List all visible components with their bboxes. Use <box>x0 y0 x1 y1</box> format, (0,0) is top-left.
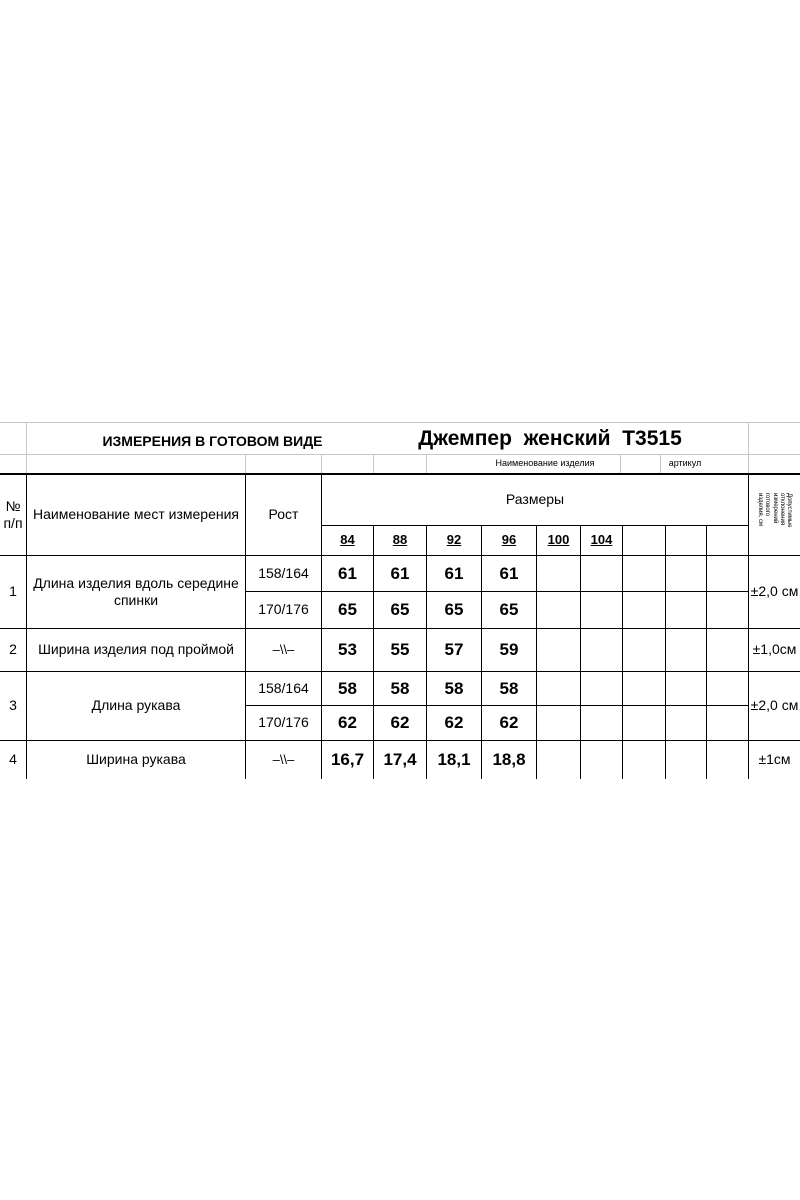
row-2-value-96: 59 <box>499 640 519 660</box>
size-header-100: 100 <box>547 532 570 548</box>
row-2-tolerance: ±1,0см <box>752 641 797 658</box>
column-header-num: № п/п <box>3 497 23 531</box>
article-label: артикул <box>668 458 702 469</box>
row-3b-value-84: 62 <box>338 713 357 733</box>
row-1-name: Длина изделия вдоль середине спинки <box>33 574 239 608</box>
column-header-name: Наименование мест измерения <box>32 506 239 523</box>
size-header-88: 88 <box>392 532 408 548</box>
row-4-value-84: 16,7 <box>330 750 365 770</box>
product-title: Джемпер женский Т3515 <box>418 426 682 450</box>
row-3a-value-88: 58 <box>390 678 410 698</box>
row-1a-value-96: 61 <box>499 563 519 583</box>
row-3a-value-92: 58 <box>444 678 464 698</box>
row-1b-value-88: 65 <box>390 600 410 620</box>
row-2-value-88: 55 <box>390 640 410 660</box>
row-1a-value-84: 61 <box>338 563 357 583</box>
row-4-tolerance: ±1см <box>758 751 791 768</box>
row-1a-height: 158/164 <box>258 564 309 581</box>
size-header-84: 84 <box>340 532 355 548</box>
size-header-96: 96 <box>501 532 517 548</box>
row-4-value-96: 18,8 <box>492 750 526 770</box>
row-1b-value-84: 65 <box>338 600 357 620</box>
row-1a-value-92: 61 <box>444 563 464 583</box>
row-2-height: –\\– <box>272 641 295 657</box>
row-3b-value-92: 62 <box>444 713 464 733</box>
row-2-value-92: 57 <box>444 640 464 660</box>
row-4-value-88: 17,4 <box>383 750 417 770</box>
row-4-height: –\\– <box>272 751 295 767</box>
row-3b-value-96: 62 <box>499 713 519 733</box>
row-1a-value-88: 61 <box>390 563 410 583</box>
row-1-tolerance: ±2,0 см <box>750 583 799 600</box>
row-4-value-92: 18,1 <box>437 750 471 770</box>
row-1b-value-96: 65 <box>499 600 519 620</box>
row-1b-height: 170/176 <box>258 601 309 618</box>
size-header-104: 104 <box>590 532 613 548</box>
row-3-name: Длина рукава <box>91 697 181 714</box>
row-1-num: 1 <box>9 583 17 600</box>
column-header-sizes: Размеры <box>505 491 565 508</box>
row-1b-value-92: 65 <box>444 600 464 620</box>
row-3a-value-84: 58 <box>338 678 357 698</box>
column-header-height: Рост <box>268 506 299 523</box>
row-4-name: Ширина рукава <box>86 751 186 768</box>
row-3a-height: 158/164 <box>258 679 309 696</box>
size-header-92: 92 <box>446 532 462 548</box>
row-2-value-84: 53 <box>338 640 357 660</box>
product-name-label: Наименование изделия <box>495 458 595 469</box>
row-3b-value-88: 62 <box>390 713 410 733</box>
section-title: ИЗМЕРЕНИЯ В ГОТОВОМ ВИДЕ <box>102 433 323 450</box>
row-2-num: 2 <box>9 641 17 658</box>
row-3-num: 3 <box>9 697 17 714</box>
row-3-tolerance: ±2,0 см <box>750 697 799 714</box>
row-3b-height: 170/176 <box>258 714 309 731</box>
tolerance-header: Допустимые отклонения измерений готового изделия, см <box>757 492 792 528</box>
row-3a-value-96: 58 <box>499 678 519 698</box>
row-2-name: Ширина изделия под проймой <box>38 641 234 658</box>
row-4-num: 4 <box>9 751 17 768</box>
